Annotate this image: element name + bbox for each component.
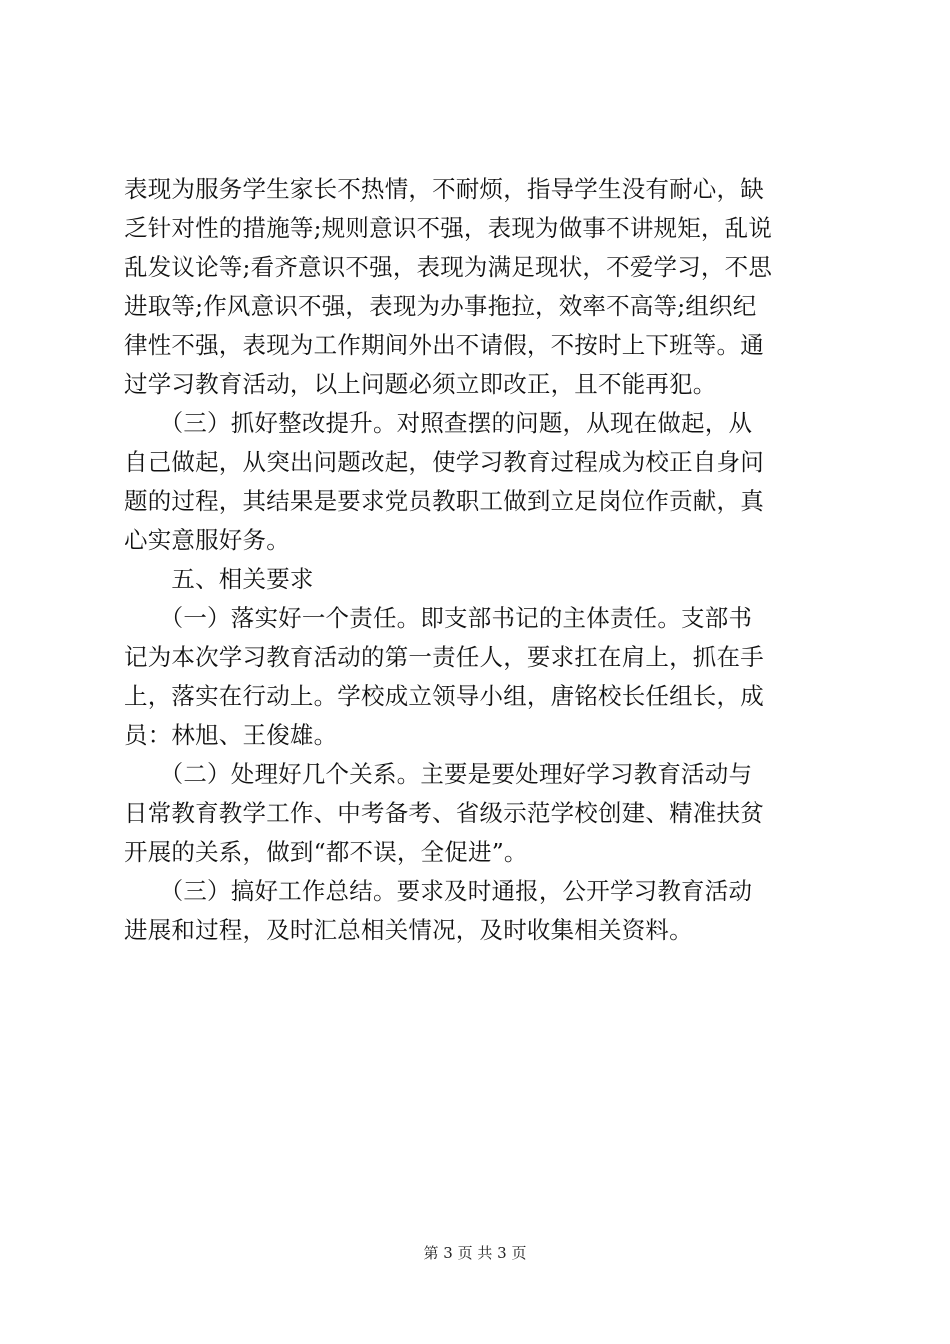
text-line: 记为本次学习教育活动的第一责任人，要求扛在肩上，抓在手: [124, 643, 764, 671]
text-line: （一）落实好一个责任。即支部书记的主体责任。支部书: [124, 604, 753, 632]
text-line: 日常教育教学工作、中考备考、省级示范学校创建、精准扶贫: [124, 799, 764, 827]
text-line: 进取等;作风意识不强，表现为办事拖拉，效率不高等;组织纪: [124, 292, 757, 320]
text-line: （二）处理好几个关系。主要是要处理好学习教育活动与: [124, 760, 753, 788]
page-footer: [0, 1243, 950, 1263]
text-line: 心实意服好务。: [124, 526, 290, 554]
text-line: 题的过程，其结果是要求党员教职工做到立足岗位作贡献，真: [124, 487, 764, 515]
text-line: 开展的关系，做到“都不误，全促进”。: [124, 838, 528, 866]
text-line: 乏针对性的措施等;规则意识不强，表现为做事不讲规矩，乱说: [124, 214, 773, 242]
text-line: 过学习教育活动，以上问题必须立即改正，且不能再犯。: [124, 370, 717, 398]
text-line: （三）抓好整改提升。对照查摆的问题，从现在做起，从: [124, 409, 753, 437]
text-line: 进展和过程，及时汇总相关情况，及时收集相关资料。: [124, 916, 693, 944]
page-number: 第 3 页 共 3 页: [423, 1244, 527, 1262]
text-line: 表现为服务学生家长不热情，不耐烦，指导学生没有耐心，缺: [124, 175, 764, 203]
text-line: （三）搞好工作总结。要求及时通报，公开学习教育活动: [124, 877, 753, 905]
text-line: 乱发议论等;看齐意识不强，表现为满足现状，不爱学习，不思: [124, 253, 773, 281]
text-line: 员：林旭、王俊雄。: [124, 721, 338, 749]
section-heading: 五、相关要求: [124, 565, 314, 593]
text-line: 自己做起，从突出问题改起，使学习教育过程成为校正自身问: [124, 448, 764, 476]
text-line: 上，落实在行动上。学校成立领导小组，唐铭校长任组长，成: [124, 682, 764, 710]
document-body: [124, 170, 830, 950]
text-line: 律性不强，表现为工作期间外出不请假，不按时上下班等。通: [124, 331, 764, 359]
